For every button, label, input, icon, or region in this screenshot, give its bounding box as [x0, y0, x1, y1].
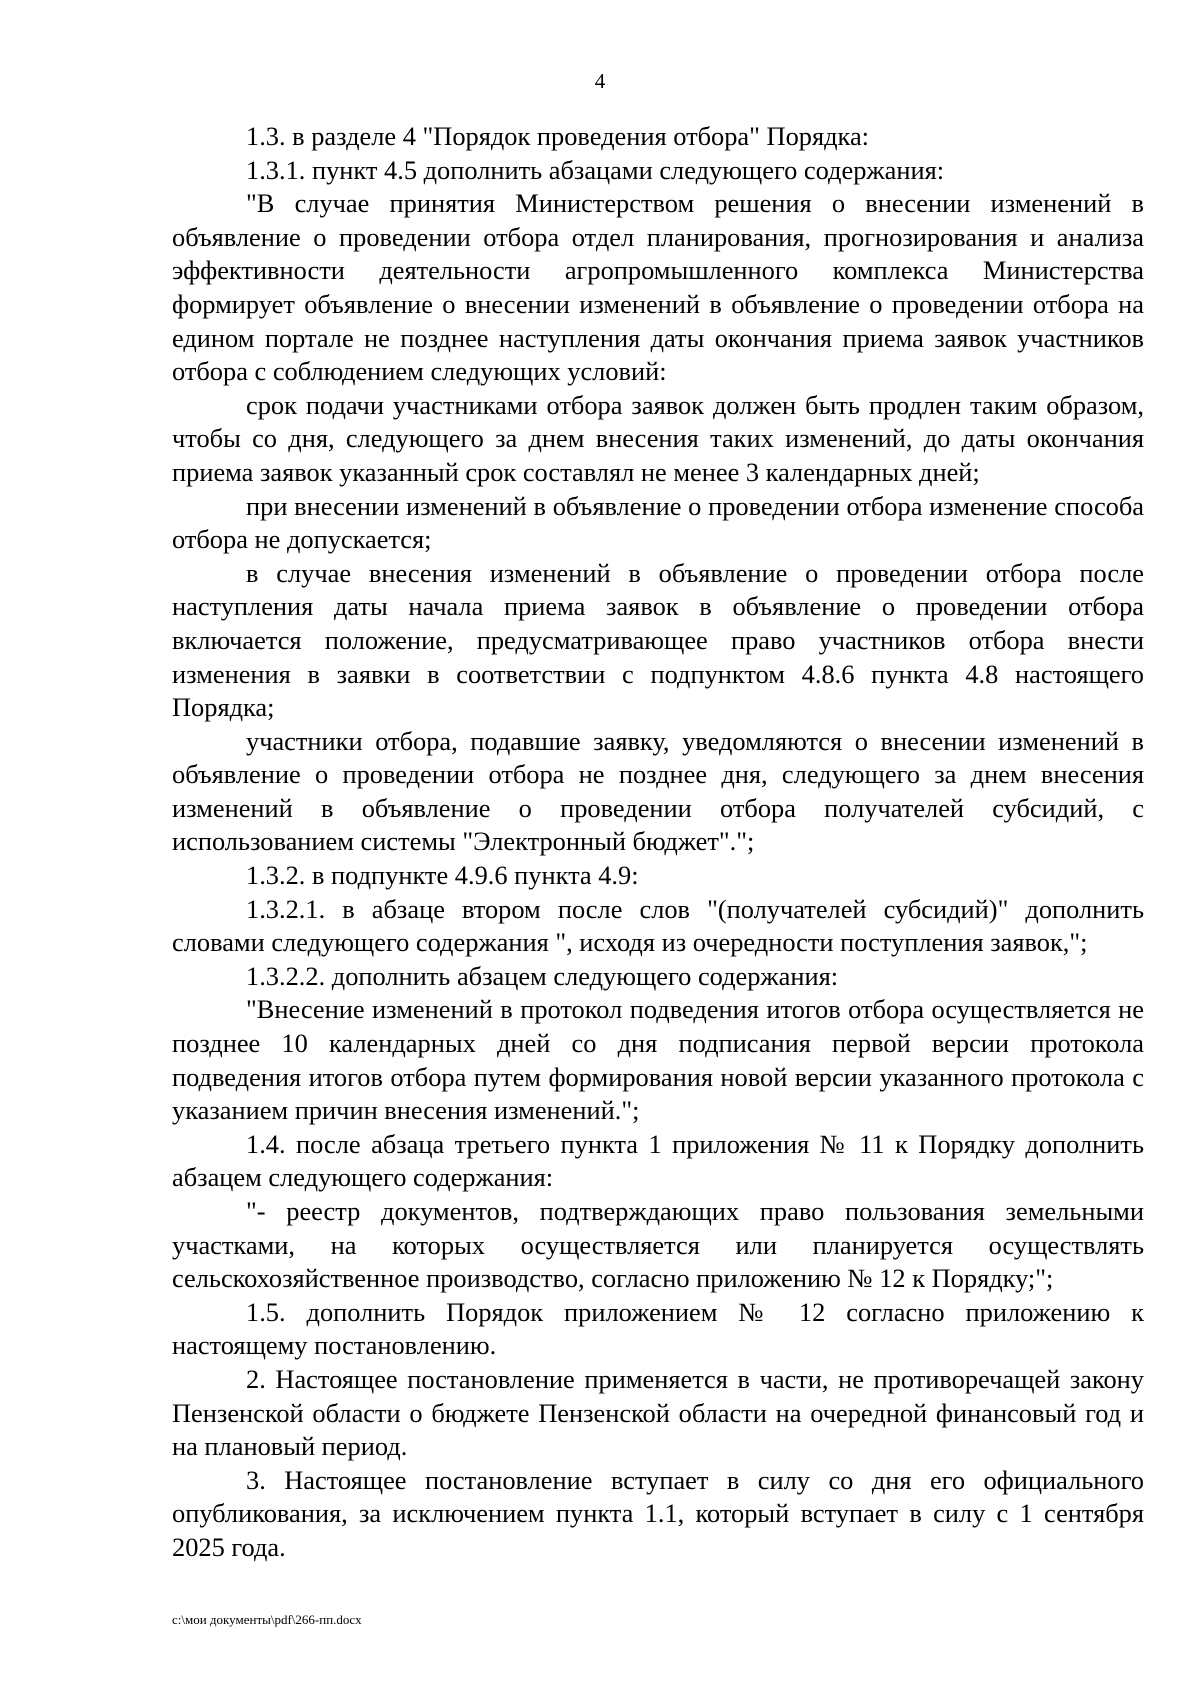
paragraph-participant-notice: участники отбора, подавшие заявку, уведомляются о внесении изменений в объявление о проведении отбора не позднее дня, следующего за днем внесения изменений в объявление о проведении отбора получателей субсидий, с использованием системы "Электронный бюджет".";: [172, 725, 1144, 857]
paragraph-method-change: при внесении изменений в объявление о проведении отбора изменение способа отбора не допускается;: [172, 490, 1144, 555]
document-body: [172, 120, 1144, 1565]
paragraph-registry: "- реестр документов, подтверждающих право пользования земельными участками, на которых осуществляется или планируется осуществлять сельскохозяйственное производство, согласно приложению № 12 к Порядку;";: [172, 1196, 1144, 1294]
paragraph-1-3-2-2: 1.3.2.2. дополнить абзацем следующего содержания:: [246, 960, 839, 991]
paragraph-protocol-changes: "Внесение изменений в протокол подведения итогов отбора осуществляется не позднее 10 календарных дней со дня подписания первой версии протокола подведения итогов отбора путем формирования новой версии указанного протокола с указанием причин внесения изменений.";: [172, 994, 1144, 1126]
paragraph-1-3-2-1: 1.3.2.1. в абзаце втором после слов "(получателей субсидий)" дополнить словами следующего содержания ", исходя из очередности поступления заявок,";: [172, 893, 1144, 958]
paragraph-1-3-1: 1.3.1. пункт 4.5 дополнить абзацами следующего содержания:: [246, 154, 945, 185]
paragraph-1-4: 1.4. после абзаца третьего пункта 1 приложения № 11 к Порядку дополнить абзацем следующего содержания:: [172, 1128, 1144, 1193]
paragraph-application-changes: в случае внесения изменений в объявление о проведении отбора после наступления даты начала приема заявок в объявление о проведении отбора включается положение, предусматривающее право участников отбора внести изменения в заявки в соответствии с подпунктом 4.8.6 пункта 4.8 настоящего Порядка;: [172, 557, 1144, 723]
paragraph-deadline-extension: срок подачи участниками отбора заявок должен быть продлен таким образом, чтобы со дня, следующего за днем внесения таких изменений, до даты окончания приема заявок указанный срок составлял не менее 3 календарных дней;: [172, 389, 1144, 487]
paragraph-2: 2. Настоящее постановление применяется в части, не противоречащей закону Пензенской области о бюджете Пензенской области на очередной финансовый год и на плановый период.: [172, 1363, 1144, 1462]
paragraph-3: 3. Настоящее постановление вступает в силу со дня его официального опубликования, за исключением пункта 1.1, который вступает в силу с 1 сентября 2025 года.: [172, 1464, 1144, 1562]
paragraph-1-3-2: 1.3.2. в подпункте 4.9.6 пункта 4.9:: [246, 860, 639, 891]
footer-file-path: c:\мои документы\pdf\266-пп.docx: [172, 1612, 362, 1627]
paragraph-amendment-intro: "В случае принятия Министерством решения о внесении изменений в объявление о проведении отбора отдел планирования, прогнозирования и анализа эффективности деятельности агропромышленного комплекса Министерства формирует объявление о внесении изменений в объявление о проведении отбора на едином портале не позднее наступления даты окончания приема заявок участников отбора с соблюдением следующих условий:: [172, 188, 1144, 387]
page-number: 4: [594, 69, 606, 93]
paragraph-1-5: 1.5. дополнить Порядок приложением № 12 согласно приложению к настоящему постановлению.: [172, 1296, 1144, 1361]
paragraph-1-3: 1.3. в разделе 4 "Порядок проведения отбора" Порядка:: [246, 121, 869, 151]
